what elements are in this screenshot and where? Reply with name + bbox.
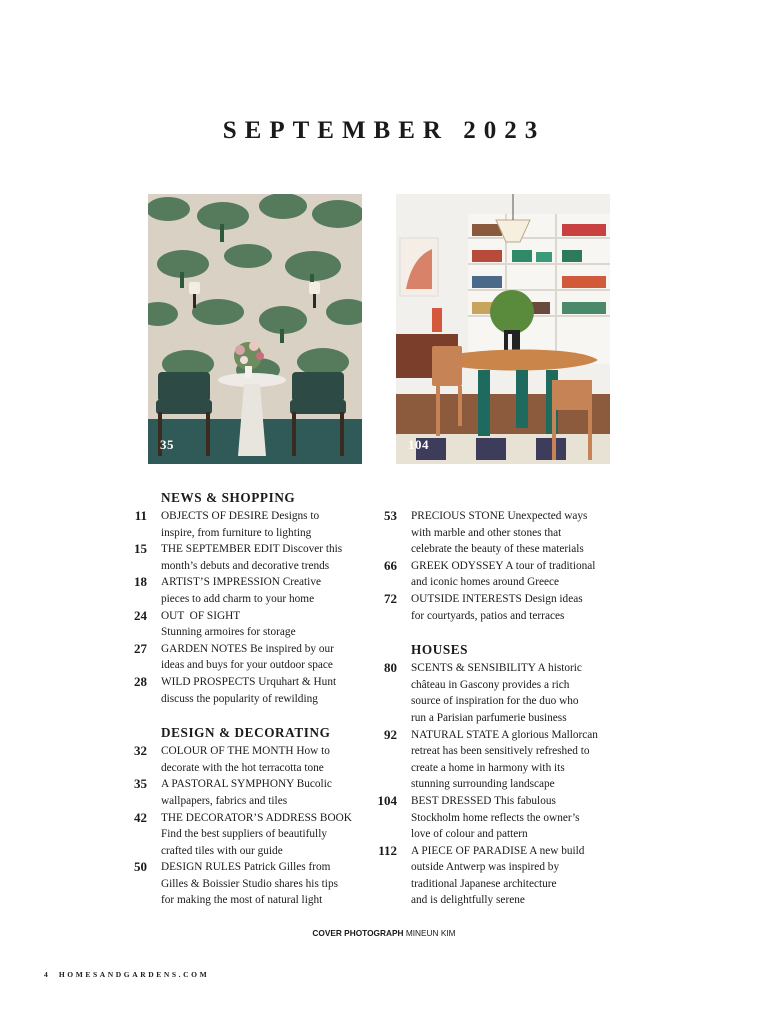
entry-line: source of inspiration for the duo who xyxy=(411,695,579,708)
entry-line: A PIECE OF PARADISE A new build xyxy=(411,844,585,857)
pastoral-room-image xyxy=(148,194,362,464)
entry-page-number: 18 xyxy=(134,574,147,590)
section-heading-design-decorating: DESIGN & DECORATING xyxy=(161,725,331,741)
contents-entry[interactable] xyxy=(112,541,374,574)
section-heading-news-shopping: NEWS & SHOPPING xyxy=(161,490,296,505)
entry-page-number: 32 xyxy=(134,743,147,759)
entry-line: château in Gascony provides a rich xyxy=(411,678,570,691)
contents-left-column xyxy=(112,488,374,909)
contents-entry[interactable] xyxy=(362,591,624,624)
contents-entry[interactable] xyxy=(112,743,374,776)
contents-entry[interactable] xyxy=(112,574,374,607)
contents-right-column xyxy=(362,508,624,909)
entry-page-number: 72 xyxy=(384,590,397,606)
entry-line: THE SEPTEMBER EDIT Discover this xyxy=(161,543,343,556)
entry-line: retreat has been sensitively refreshed to xyxy=(411,745,590,758)
entry-line: pieces to add charm to your home xyxy=(161,592,315,605)
entry-page-number: 92 xyxy=(384,726,397,742)
entry-line: Stockholm home reflects the owner’s xyxy=(411,811,580,824)
entry-page-number: 80 xyxy=(384,660,397,676)
entry-line: discuss the popularity of rewilding xyxy=(161,692,318,705)
entry-page-number: 104 xyxy=(377,792,397,808)
entry-page-number: 35 xyxy=(134,776,147,792)
entry-line: BEST DRESSED This fabulous xyxy=(411,794,556,807)
entry-line: Stunning armoires for storage xyxy=(161,626,296,639)
contents-entry[interactable] xyxy=(112,674,374,707)
cover-credit xyxy=(0,928,768,938)
entry-line: stunning surrounding landscape xyxy=(411,778,555,791)
page-footer xyxy=(44,970,209,979)
entry-line: A PASTORAL SYMPHONY Bucolic xyxy=(161,778,332,791)
entry-page-number: 11 xyxy=(134,508,147,523)
cover-credit-label: COVER PHOTOGRAPH xyxy=(312,928,404,938)
entry-line: OUT OF SIGHT xyxy=(161,609,241,622)
entry-line: love of colour and pattern xyxy=(411,828,528,841)
entry-line: for making the most of natural light xyxy=(161,894,323,907)
photo-page-number: 104 xyxy=(408,437,429,452)
entry-line: crafted tiles with our guide xyxy=(161,844,283,857)
contents-entry[interactable] xyxy=(112,776,374,809)
contents-entry[interactable] xyxy=(362,843,624,909)
contents-entry[interactable] xyxy=(362,793,624,843)
entry-page-number: 27 xyxy=(134,640,147,656)
entry-line: and is delightfully serene xyxy=(411,894,525,907)
entry-line: GREEK ODYSSEY A tour of traditional xyxy=(411,559,596,572)
entry-line: Gilles & Boissier Studio shares his tips xyxy=(161,877,338,890)
entry-line: OBJECTS OF DESIRE Designs to xyxy=(161,510,320,522)
contents-entry[interactable] xyxy=(362,558,624,591)
contents-entry[interactable] xyxy=(362,660,624,726)
contents-entry[interactable] xyxy=(112,508,374,541)
entry-line: decorate with the hot terracotta tone xyxy=(161,761,324,774)
entry-line: run a Parisian parfumerie business xyxy=(411,711,567,724)
entry-page-number: 66 xyxy=(384,557,397,573)
entry-line: for courtyards, patios and terraces xyxy=(411,609,565,622)
entry-line: and iconic homes around Greece xyxy=(411,576,560,589)
issue-title: SEPTEMBER 2023 xyxy=(222,117,546,144)
contents-entry[interactable] xyxy=(112,641,374,674)
entry-line: month’s debuts and decorative trends xyxy=(161,559,330,572)
entry-page-number: 112 xyxy=(378,842,397,858)
footer-site[interactable]: HOMESANDGARDENS.COM xyxy=(58,970,210,979)
contents-entry[interactable] xyxy=(112,859,374,909)
contents-entry[interactable] xyxy=(362,508,624,558)
entry-line: ARTIST’S IMPRESSION Creative xyxy=(161,576,321,589)
entry-line: GARDEN NOTES Be inspired by our xyxy=(161,642,334,655)
cover-credit-name: MINEUN KIM xyxy=(405,928,456,938)
entry-line: THE DECORATOR’S ADDRESS BOOK xyxy=(161,811,352,824)
entry-line: WILD PROSPECTS Urquhart & Hunt xyxy=(161,675,337,688)
entry-page-number: 53 xyxy=(384,508,397,523)
contents-entry[interactable] xyxy=(112,608,374,641)
entry-line: celebrate the beauty of these materials xyxy=(411,543,584,556)
footer-page-number: 4 xyxy=(44,970,51,979)
dining-room-image xyxy=(396,194,610,464)
entry-line: SCENTS & SENSIBILITY A historic xyxy=(411,662,582,675)
entry-line: ideas and buys for your outdoor space xyxy=(161,659,333,672)
entry-line: outside Antwerp was inspired by xyxy=(411,861,560,874)
entry-line: traditional Japanese architecture xyxy=(411,877,557,890)
entry-line: OUTSIDE INTERESTS Design ideas xyxy=(411,592,583,605)
entry-line: create a home in harmony with its xyxy=(411,761,565,774)
entry-line: with marble and other stones that xyxy=(411,526,562,539)
entry-page-number: 24 xyxy=(134,607,147,623)
entry-line: PRECIOUS STONE Unexpected ways xyxy=(411,510,588,522)
entry-page-number: 50 xyxy=(134,859,147,875)
entry-line: NATURAL STATE A glorious Mallorcan xyxy=(411,728,598,741)
photo-page-number: 35 xyxy=(160,437,174,452)
contents-entry[interactable] xyxy=(112,810,374,860)
entry-line: wallpapers, fabrics and tiles xyxy=(161,794,288,807)
entry-line: DESIGN RULES Patrick Gilles from xyxy=(161,861,331,874)
feature-photo-pastoral[interactable] xyxy=(148,194,362,464)
entry-page-number: 28 xyxy=(134,673,147,689)
entry-line: COLOUR OF THE MONTH How to xyxy=(161,745,330,758)
section-heading-houses: HOUSES xyxy=(411,642,469,658)
entry-line: Find the best suppliers of beautifully xyxy=(161,828,327,841)
entry-page-number: 42 xyxy=(134,809,147,825)
contents-entry[interactable] xyxy=(362,727,624,793)
entry-line: inspire, from furniture to lighting xyxy=(161,526,312,539)
entry-page-number: 15 xyxy=(134,541,147,557)
feature-photo-dining[interactable] xyxy=(396,194,610,464)
